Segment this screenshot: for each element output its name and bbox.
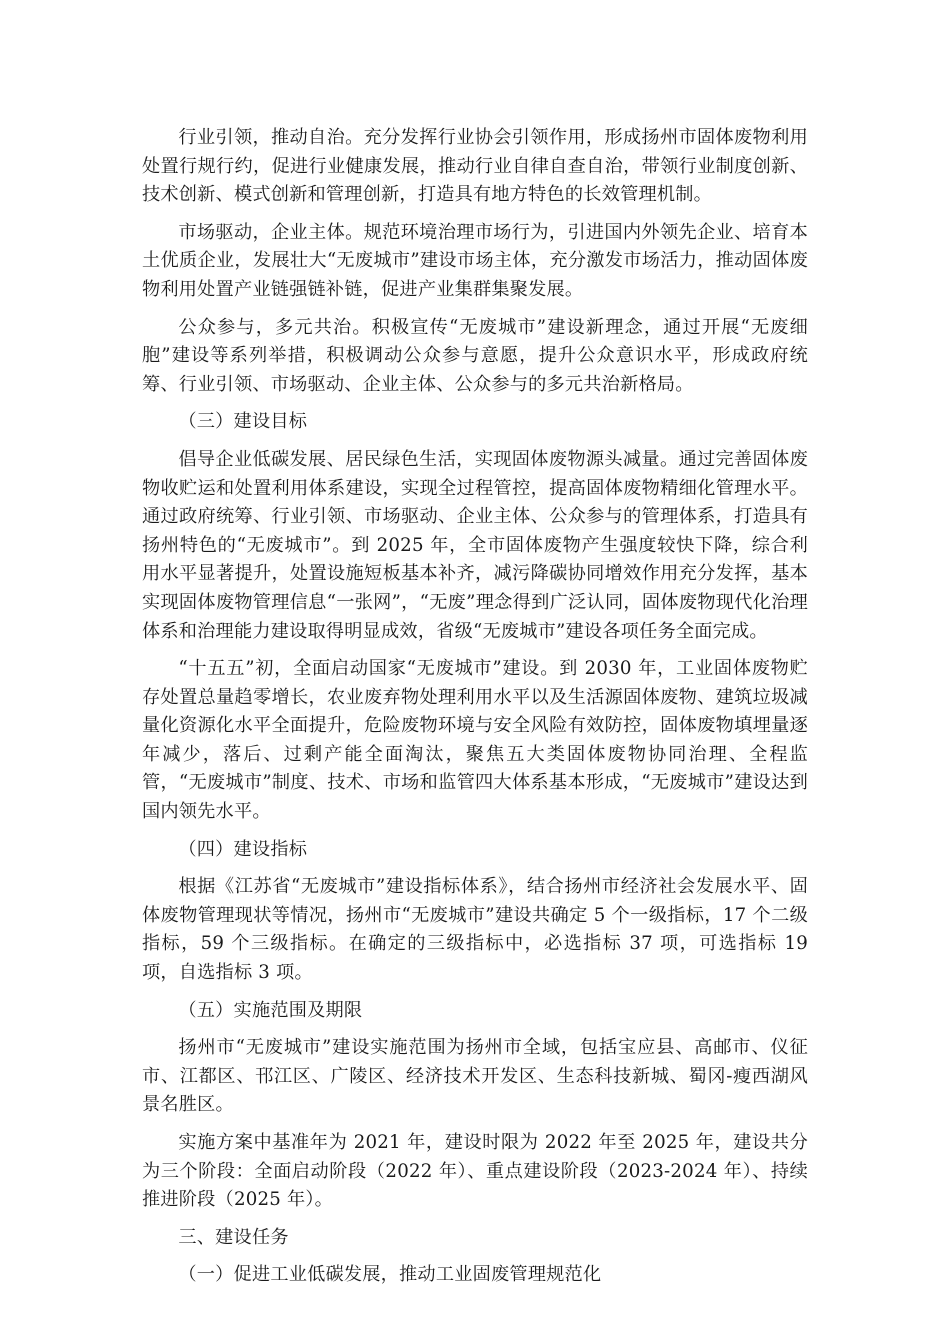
section-heading-goals: （三）建设目标 bbox=[178, 411, 308, 433]
subsection-heading-industrial: （一）促进工业低碳发展，推动工业固废管理规范化 bbox=[178, 1264, 602, 1286]
document-page bbox=[142, 124, 808, 1299]
section-heading-scope: （五）实施范围及期限 bbox=[178, 999, 363, 1021]
paragraph-timeline: 实施方案中基准年为 2021 年，建设时限为 2022 年至 2025 年，建设共分为三个阶段：全面启动阶段（2022 年）、重点建设阶段（2023-2024 年）、持续推进阶段（2025 年）。 bbox=[142, 1132, 808, 1211]
paragraph-industry-guidance: 行业引领，推动自治。充分发挥行业协会引领作用，形成扬州市固体废物利用处置行规行约，促进行业健康发展，推动行业自律自查自治，带领行业制度创新、技术创新、模式创新和管理创新，打造具有地方特色的长效管理机制。 bbox=[142, 127, 808, 206]
paragraph-scope: 扬州市“无废城市”建设实施范围为扬州市全域，包括宝应县、高邮市、仪征市、江都区、邗江区、广陵区、经济技术开发区、生态科技新城、蜀冈-瘦西湖风景名胜区。 bbox=[142, 1037, 808, 1116]
paragraph-public-participation: 公众参与，多元共治。积极宣传“无废城市”建设新理念，通过开展“无废细胞”建设等系列举措，积极调动公众参与意愿，提升公众意识水平，形成政府统筹、行业引领、市场驱动、企业主体、公众参与的多元共治新格局。 bbox=[142, 316, 808, 395]
paragraph-market-driven: 市场驱动，企业主体。规范环境治理市场行为，引进国内外领先企业、培育本土优质企业，发展壮大“无废城市”建设市场主体，充分激发市场活力，推动固体废物利用处置产业链强链补链，促进产业集群集聚发展。 bbox=[142, 221, 808, 300]
section-heading-indicators: （四）建设指标 bbox=[178, 838, 308, 860]
section-heading-tasks: 三、建设任务 bbox=[178, 1226, 289, 1248]
paragraph-indicators: 根据《江苏省“无废城市”建设指标体系》，结合扬州市经济社会发展水平、固体废物管理现状等情况，扬州市“无废城市”建设共确定 5 个一级指标，17 个二级指标，59 个三级指标。在确定的三级指标中，必选指标 37 项，可选指标 19 项，自选指标 3 项。 bbox=[142, 876, 808, 984]
paragraph-goals-2025: 倡导企业低碳发展、居民绿色生活，实现固体废物源头减量。通过完善固体废物收贮运和处置利用体系建设，实现全过程管控，提高固体废物精细化管理水平。通过政府统筹、行业引领、市场驱动、企业主体、公众参与的管理体系，打造具有扬州特色的“无废城市”。到 2025 年，全市固体废物产生强度较快下降，综合利用水平显著提升，处置设施短板基本补齐，减污降碳协同增效作用充分发挥，基本实现固体废物管理信息“一张网”，“无废”理念得到广泛认同，固体废物现代化治理体系和治理能力建设取得明显成效，省级“无废城市”建设各项任务全面完成。 bbox=[142, 448, 808, 642]
paragraph-goals-2030: “十五五”初，全面启动国家“无废城市”建设。到 2030 年，工业固体废物贮存处置总量趋零增长，农业废弃物处理利用水平以及生活源固体废物、建筑垃圾减量化资源化水平全面提升，危险废物环境与安全风险有效防控，固体废物填埋量逐年减少，落后、过剩产能全面淘汰，聚焦五大类固体废物协同治理、全程监管，“无废城市”制度、技术、市场和监管四大体系基本形成，“无废城市”建设达到国内领先水平。 bbox=[142, 658, 808, 823]
